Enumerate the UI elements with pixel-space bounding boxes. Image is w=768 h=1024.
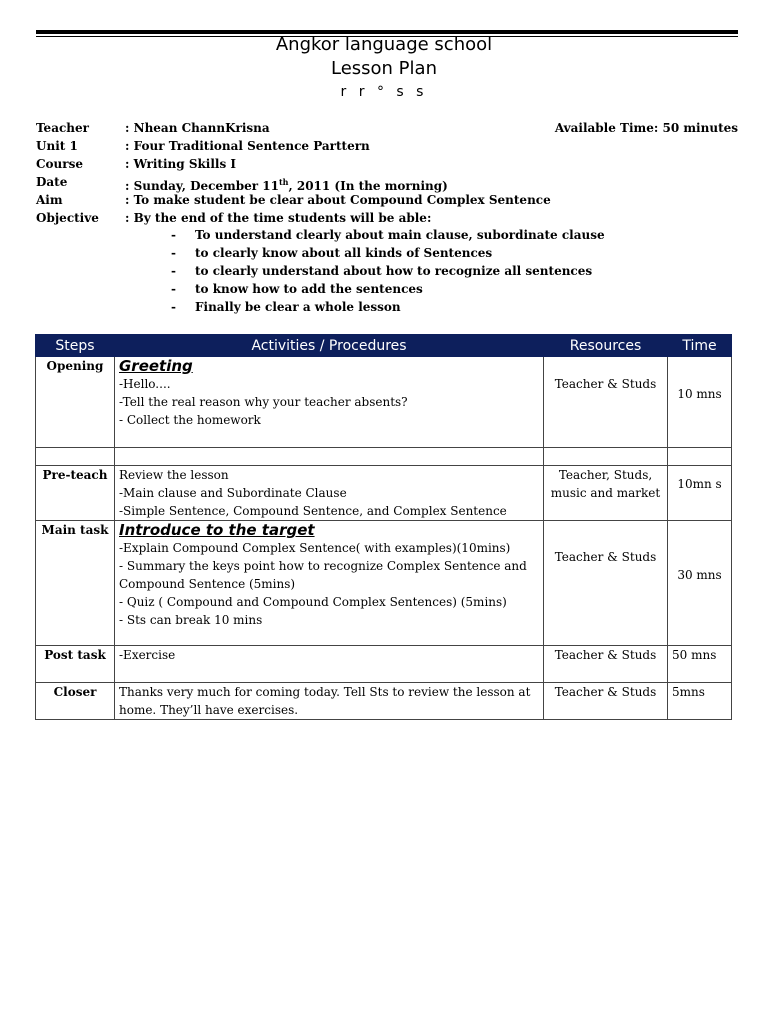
resources-closer: Teacher & Studs xyxy=(544,683,668,720)
header-resources: Resources xyxy=(544,335,668,357)
time-posttask: 50 mns xyxy=(668,646,732,683)
unit-label: Unit 1 xyxy=(36,139,78,153)
activity-line: -Main clause and Subordinate Clause xyxy=(119,486,347,500)
step-closer: Closer xyxy=(36,683,115,720)
activities-maintask xyxy=(115,521,544,646)
activity-line: -Tell the real reason why your teacher absents? xyxy=(119,395,408,409)
date-value-rest: , 2011 (In the morning) xyxy=(288,179,448,193)
activity-line: - Summary the keys point how to recognize Complex Sentence and Compound Sentence (5mins) xyxy=(119,559,527,591)
objective-text: Finally be clear a whole lesson xyxy=(195,300,401,314)
aim-value: : To make student be clear about Compound Complex Sentence xyxy=(125,193,551,207)
table-row-maintask xyxy=(36,521,732,646)
activities-posttask: -Exercise xyxy=(115,646,544,683)
activity-line: -Hello.... xyxy=(119,377,171,391)
objective-text: To understand clearly about main clause, subordinate clause xyxy=(195,228,605,242)
objective-label: Objective xyxy=(36,211,99,225)
unit-value: : Four Traditional Sentence Parttern xyxy=(125,139,370,153)
resources-preteach: Teacher, Studs, music and market xyxy=(544,466,668,521)
activity-line: - Sts can break 10 mins xyxy=(119,613,263,627)
table-row-closer xyxy=(36,683,732,720)
empty-cell xyxy=(668,448,732,466)
time-maintask: 30 mns xyxy=(668,521,732,646)
activities-preteach xyxy=(115,466,544,521)
table-row-opening xyxy=(36,357,732,448)
aim-label: Aim xyxy=(36,193,63,207)
activity-line: - Collect the homework xyxy=(119,413,261,427)
empty-cell xyxy=(544,448,668,466)
teacher-label: Teacher xyxy=(36,121,89,135)
step-posttask: Post task xyxy=(36,646,115,683)
activity-line: Review the lesson xyxy=(119,468,229,482)
resources-posttask: Teacher & Studs xyxy=(544,646,668,683)
activities-opening xyxy=(115,357,544,448)
activity-line: - Quiz ( Compound and Compound Complex Sentences) (5mins) xyxy=(119,595,507,609)
teacher-row xyxy=(36,119,738,137)
course-value: : Writing Skills I xyxy=(125,157,237,171)
lesson-plan-table xyxy=(35,334,732,720)
header-activities: Activities / Procedures xyxy=(115,335,544,357)
bullet-dash: - xyxy=(171,264,176,278)
objective-value: : By the end of the time students will be able: xyxy=(125,211,432,225)
step-preteach: Pre-teach xyxy=(36,466,115,521)
maintask-heading: Introduce to the target xyxy=(119,521,315,539)
step-opening: Opening xyxy=(36,357,115,448)
resources-maintask: Teacher & Studs xyxy=(544,521,668,646)
table-row-posttask xyxy=(36,646,732,683)
document-subtitle: r r ° s s xyxy=(340,84,428,100)
document-title: Lesson Plan xyxy=(331,58,437,79)
objective-text: to know how to add the sentences xyxy=(195,282,423,296)
empty-cell xyxy=(36,448,115,466)
date-suffix: th xyxy=(278,177,289,187)
school-name: Angkor language school xyxy=(275,34,493,55)
empty-cell xyxy=(115,448,544,466)
teacher-value: : Nhean ChannKrisna xyxy=(125,121,270,135)
objective-list xyxy=(171,226,605,316)
objective-text: to clearly know about all kinds of Sentences xyxy=(195,246,493,260)
resources-opening: Teacher & Studs xyxy=(544,357,668,448)
table-row-preteach xyxy=(36,466,732,521)
step-maintask: Main task xyxy=(36,521,115,646)
bullet-dash: - xyxy=(171,282,176,296)
opening-heading: Greeting xyxy=(119,357,193,375)
activity-line: -Simple Sentence, Compound Sentence, and Complex Sentence xyxy=(119,504,507,518)
course-label: Course xyxy=(36,157,83,171)
bullet-dash: - xyxy=(171,300,176,314)
header-time: Time xyxy=(668,335,732,357)
bullet-dash: - xyxy=(171,246,176,260)
activity-line: -Explain Compound Complex Sentence( with examples)(10mins) xyxy=(119,541,511,555)
table-header-row xyxy=(36,335,732,357)
date-value-main: : Sunday, December 11 xyxy=(125,179,279,193)
activities-closer: Thanks very much for coming today. Tell Sts to review the lesson at home. They’ll have exercises. xyxy=(115,683,544,720)
objective-text: to clearly understand about how to recognize all sentences xyxy=(195,264,593,278)
available-time: Available Time: 50 minutes xyxy=(554,121,738,135)
bullet-dash: - xyxy=(171,228,176,242)
time-preteach: 10mn s xyxy=(668,466,732,521)
time-closer: 5mns xyxy=(668,683,732,720)
date-label: Date xyxy=(36,175,68,189)
time-opening: 10 mns xyxy=(668,357,732,448)
objective-item xyxy=(171,226,605,244)
objective-item xyxy=(171,262,605,280)
objective-item xyxy=(171,298,605,316)
objective-item xyxy=(171,280,605,298)
table-row-spacer xyxy=(36,448,732,466)
objective-item xyxy=(171,244,605,262)
header-steps: Steps xyxy=(36,335,115,357)
